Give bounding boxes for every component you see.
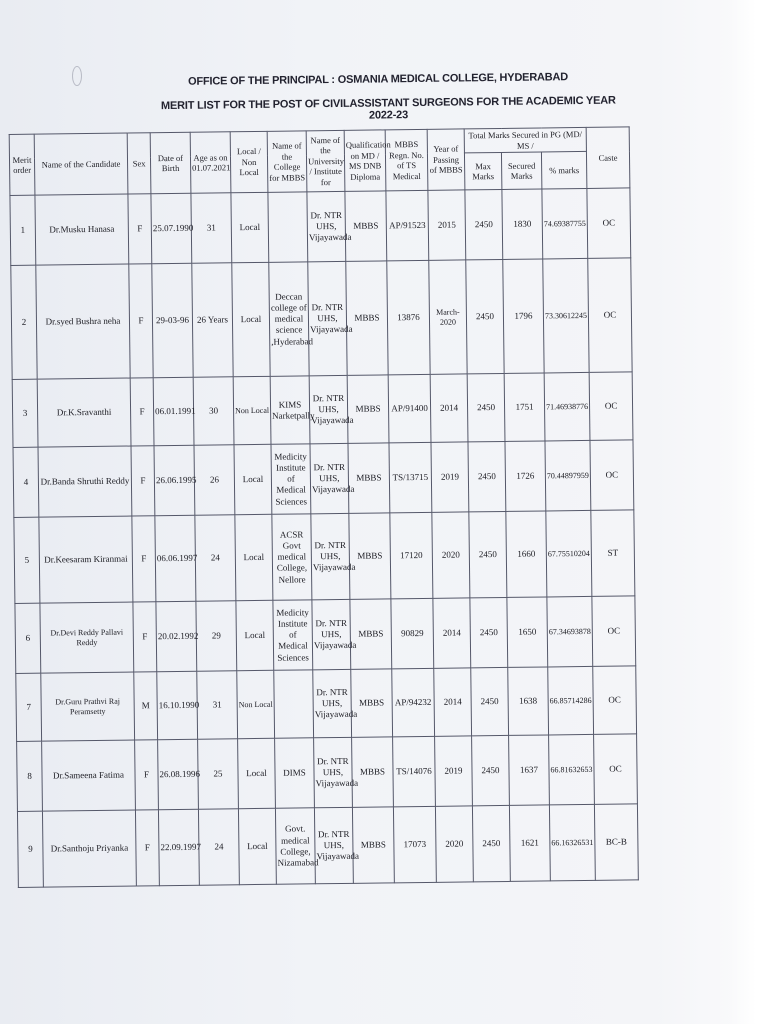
cell-university: Dr. NTR UHS, Vijayawada <box>307 192 346 262</box>
cell-max-marks: 2450 <box>472 806 510 882</box>
cell-year: 2019 <box>431 442 469 512</box>
cell-caste: OC <box>593 666 637 735</box>
cell-secured-marks: 1650 <box>507 597 548 667</box>
cell-college <box>274 670 314 738</box>
cell-dob: 20.02.1992 <box>156 601 197 671</box>
cell-pct-marks: 71.46938776 <box>544 373 590 442</box>
cell-age: 24 <box>198 809 239 885</box>
cell-qualification: MBBS <box>351 669 393 737</box>
col-total-marks: Total Marks Secured in PG (MD/ MS / <box>464 127 586 153</box>
cell-college: ACSR Govt medical College, Nellore <box>272 514 312 600</box>
table-row <box>17 734 638 812</box>
cell-qualification: MBBS <box>352 737 394 807</box>
cell-order: 8 <box>17 741 43 811</box>
cell-pct-marks: 74.69387755 <box>542 189 588 260</box>
cell-university: Dr. NTR UHS, Vijayawada <box>313 670 352 738</box>
cell-college: Medicity Institute of Medical Sciences <box>273 600 313 670</box>
cell-year: March-2020 <box>429 260 467 374</box>
cell-university: Dr. NTR UHS, Vijayawada <box>310 444 349 514</box>
col-age: Age as on 01.07.2021 <box>190 132 231 194</box>
cell-local: Non Local <box>233 377 271 445</box>
cell-year: 2020 <box>432 512 470 598</box>
cell-regn: 13876 <box>387 261 430 376</box>
cell-university: Dr. NTR UHS, Vijayawada <box>314 738 353 808</box>
cell-order: 6 <box>15 603 41 673</box>
cell-local: Local <box>236 601 274 671</box>
cell-regn: 17073 <box>393 807 436 884</box>
cell-qualification: MBBS <box>352 807 394 883</box>
cell-pct-marks: 67.34693878 <box>547 597 593 668</box>
cell-sex: F <box>135 740 159 810</box>
cell-max-marks: 2450 <box>465 190 503 260</box>
cell-pct-marks: 66.16326531 <box>549 805 595 882</box>
cell-age: 26 Years <box>192 263 233 377</box>
cell-sex: F <box>131 446 155 516</box>
cell-age: 25 <box>198 739 239 809</box>
page-edge <box>730 0 768 1024</box>
cell-secured-marks: 1660 <box>506 511 547 597</box>
cell-order: 5 <box>14 517 40 603</box>
cell-max-marks: 2450 <box>469 512 507 598</box>
cell-max-marks: 2450 <box>471 668 509 736</box>
cell-age: 24 <box>195 515 236 601</box>
table-row <box>11 258 632 380</box>
office-heading: OFFICE OF THE PRINCIPAL : OSMANIA MEDICAL COLLEGE, HYDERABAD <box>188 71 569 88</box>
cell-university: Dr. NTR UHS, Vijayawada <box>314 808 353 884</box>
cell-name: Dr.Guru Prathvi Raj Peramsetty <box>41 672 135 741</box>
table-row <box>13 440 634 518</box>
col-max-marks: Max Marks <box>464 153 501 190</box>
cell-order: 2 <box>11 265 37 379</box>
col-secured-marks: Secured Marks <box>501 152 541 189</box>
merit-list-title: MERIT LIST FOR THE POST OF CIVILASSISTANT SURGEONS FOR THE ACADEMIC YEAR 2022-23 <box>160 94 616 122</box>
cell-local: Local <box>238 809 276 885</box>
cell-qualification: MBBS <box>350 599 392 669</box>
cell-order: 3 <box>12 379 38 447</box>
cell-year: 2020 <box>435 806 473 882</box>
cell-age: 26 <box>194 445 235 515</box>
cell-secured-marks: 1830 <box>502 189 543 259</box>
col-name: Name of the Candidate <box>34 133 128 195</box>
merit-table <box>9 126 639 888</box>
cell-year: 2014 <box>434 668 472 736</box>
col-qualification: Qualification on MD / MS DNB Diploma <box>344 130 386 192</box>
cell-order: 4 <box>13 447 39 517</box>
cell-university: Dr. NTR UHS, Vijayawada <box>309 376 348 444</box>
cell-name: Dr.Sameena Fatima <box>42 740 136 811</box>
document-sheet <box>8 70 638 888</box>
cell-caste: OC <box>587 188 631 259</box>
col-university: Name of the University / Institute for <box>306 130 345 192</box>
cell-university: Dr. NTR UHS, Vijayawada <box>311 514 350 600</box>
cell-regn: 90829 <box>391 599 434 670</box>
cell-max-marks: 2450 <box>468 442 506 512</box>
cell-name: Dr.syed Bushra neha <box>36 264 130 379</box>
col-pct-marks: % marks <box>541 152 586 190</box>
cell-regn: TS/14076 <box>393 737 436 808</box>
cell-dob: 16.10.1990 <box>157 671 198 739</box>
cell-local: Local <box>235 515 273 601</box>
cell-local: Local <box>231 193 269 263</box>
cell-age: 31 <box>197 671 238 739</box>
col-merit-order: Merit order <box>9 134 35 196</box>
cell-pct-marks: 66.81632653 <box>549 735 595 806</box>
cell-university: Dr. NTR UHS, Vijayawada <box>312 600 351 670</box>
cell-order: 1 <box>10 195 36 265</box>
col-dob: Date of Birth <box>150 132 191 194</box>
cell-dob: 29-03-96 <box>152 264 193 378</box>
cell-caste: BC-B <box>594 804 638 881</box>
cell-regn: TS/13715 <box>389 443 432 514</box>
table-row <box>14 510 635 604</box>
table-row <box>17 804 638 888</box>
cell-pct-marks: 73.30612245 <box>543 259 589 374</box>
cell-pct-marks: 67.75510204 <box>546 511 592 598</box>
cell-sex: F <box>133 602 157 672</box>
cell-max-marks: 2450 <box>470 598 508 668</box>
col-caste: Caste <box>586 127 630 189</box>
cell-max-marks: 2450 <box>467 374 505 442</box>
cell-qualification: MBBS <box>346 261 388 375</box>
cell-qualification: MBBS <box>345 191 387 261</box>
cell-caste: OC <box>590 440 634 511</box>
cell-college: KIMS Narketpally <box>270 376 310 444</box>
cell-secured-marks: 1638 <box>508 667 549 735</box>
cell-name: Dr.Musku Hanasa <box>35 194 129 265</box>
cell-sex: F <box>132 516 156 602</box>
cell-year: 2019 <box>435 736 473 806</box>
cell-caste: OC <box>592 596 636 667</box>
cell-college: Medicity Institute of Medical Sciences <box>271 444 311 514</box>
col-local: Local / Non Local <box>230 131 268 193</box>
cell-name: Dr.K.Sravanthi <box>37 378 131 447</box>
cell-sex: F <box>128 194 152 264</box>
cell-age: 30 <box>193 377 234 445</box>
cell-order: 7 <box>16 673 42 741</box>
cell-qualification: MBBS <box>348 443 390 513</box>
cell-regn: AP/91400 <box>388 375 431 444</box>
cell-regn: 17120 <box>390 513 433 600</box>
cell-dob: 26.08.1996 <box>158 739 199 809</box>
cell-sex: M <box>134 672 158 740</box>
cell-local: Non Local <box>237 671 275 739</box>
cell-name: Dr.Devi Reddy Pallavi Reddy <box>40 602 134 673</box>
cell-max-marks: 2450 <box>472 736 510 806</box>
table-row <box>16 666 637 742</box>
col-sex: Sex <box>127 133 151 195</box>
col-regn: MBBS Regn. No. of TS Medical <box>385 129 428 191</box>
cell-year: 2014 <box>430 374 468 442</box>
cell-pct-marks: 70.44897959 <box>545 441 591 512</box>
cell-dob: 25.07.1990 <box>151 194 192 264</box>
cell-college <box>268 192 308 262</box>
cell-pct-marks: 66.85714286 <box>548 667 594 736</box>
cell-year: 2015 <box>428 190 466 260</box>
cell-name: Dr.Santhoju Priyanka <box>42 810 136 887</box>
cell-secured-marks: 1637 <box>509 735 550 805</box>
cell-local: Local <box>234 445 272 515</box>
cell-college: Deccan college of medical science ,Hyderabad <box>269 262 309 376</box>
col-college: Name of the College for MBBS <box>267 131 307 193</box>
cell-name: Dr.Banda Shruthi Reddy <box>38 446 132 517</box>
cell-dob: 26.06.1995 <box>154 446 195 516</box>
cell-qualification: MBBS <box>347 375 389 443</box>
merit-table-body <box>10 188 638 888</box>
cell-regn: AP/91523 <box>386 191 429 262</box>
cell-college: DIMS <box>275 738 315 808</box>
cell-secured-marks: 1751 <box>504 373 545 441</box>
cell-university: Dr. NTR UHS, Vijayawada <box>308 262 347 376</box>
cell-caste: OC <box>589 372 633 441</box>
cell-dob: 06.06.1997 <box>155 515 196 601</box>
cell-sex: F <box>135 810 159 886</box>
cell-caste: OC <box>594 734 638 805</box>
cell-name: Dr.Keesaram Kiranmai <box>39 516 133 603</box>
cell-caste: OC <box>588 258 632 373</box>
cell-college: Govt. medical College, Nizamabad <box>275 808 315 884</box>
cell-order: 9 <box>17 811 43 887</box>
cell-qualification: MBBS <box>349 513 391 599</box>
col-year: Year of Passing of MBBS <box>427 129 465 191</box>
cell-max-marks: 2450 <box>466 260 504 374</box>
cell-year: 2014 <box>433 598 471 668</box>
cell-secured-marks: 1726 <box>505 441 546 511</box>
cell-sex: F <box>130 378 154 446</box>
table-row <box>15 596 636 674</box>
cell-caste: ST <box>591 510 635 597</box>
table-row <box>10 188 631 266</box>
cell-regn: AP/94232 <box>392 669 435 738</box>
cell-secured-marks: 1796 <box>503 259 544 373</box>
cell-age: 31 <box>191 193 232 263</box>
cell-dob: 06.01.1991 <box>153 378 194 446</box>
cell-secured-marks: 1621 <box>509 805 550 881</box>
cell-dob: 22.09.1997 <box>158 809 199 885</box>
cell-local: Local <box>232 263 270 377</box>
cell-local: Local <box>238 739 276 809</box>
cell-age: 29 <box>196 601 237 671</box>
table-row <box>12 372 633 448</box>
cell-sex: F <box>129 264 153 378</box>
